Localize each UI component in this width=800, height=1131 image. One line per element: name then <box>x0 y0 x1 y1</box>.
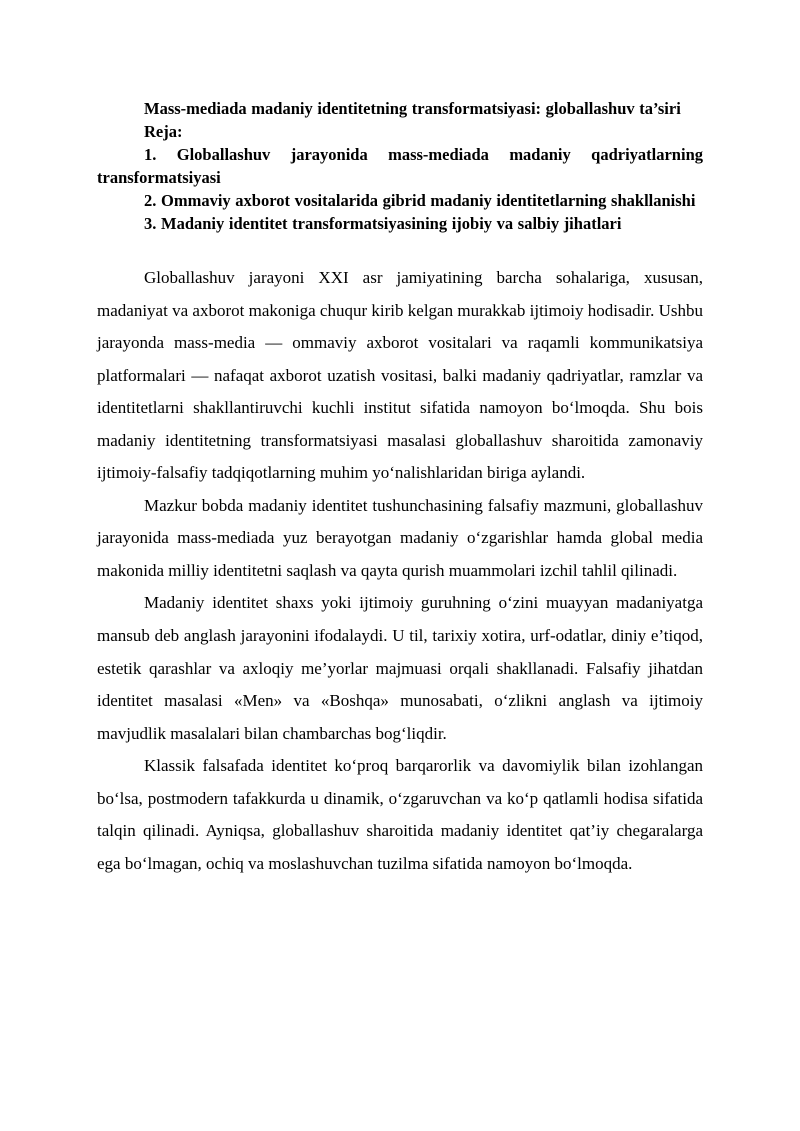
plan-item-1: 1. Globallashuv jarayonida mass-mediada madaniy qadriyatlarning transformatsiyasi <box>97 145 703 187</box>
plan-item-3: 3. Madaniy identitet transformatsiyasining ijobiy va salbiy jihatlari <box>144 214 622 233</box>
paragraph-3: Madaniy identitet shaxs yoki ijtimoiy guruhning o‘zini muayyan madaniyatga mansub deb anglash jarayonini ifodalaydi. U til, tarixiy xotira, urf-odatlar, diniy e’tiqod, estetik qarashlar va axloqiy me’yorlar majmuasi orqali shakllanadi. Falsafiy jihatdan identitet masalasi «Men» va «Boshqa» munosabati, o‘zlikni anglash va ijtimoiy mavjudlik masalalari bilan chambarchas bog‘liqdir. <box>97 593 703 743</box>
plan-item-2: 2. Ommaviy axborot vositalarida gibrid madaniy identitetlarning shakllanishi <box>144 191 696 210</box>
paragraph-4: Klassik falsafada identitet ko‘proq barqarorlik va davomiylik bilan izohlangan bo‘lsa, postmodern tafakkurda u dinamik, o‘zgaruvchan va ko‘p qatlamli hodisa sifatida talqin qilinadi. Ayniqsa, globallashuv sharoitida madaniy identitet qat’iy chegaralarga ega bo‘lmagan, ochiq va moslashuvchan tuzilma sifatida namoyon bo‘lmoqda. <box>97 756 703 873</box>
document-title: Mass-mediada madaniy identitetning transformatsiyasi: globallashuv ta’siri <box>144 99 681 118</box>
paragraph-1: Globallashuv jarayoni XXI asr jamiyatining barcha sohalariga, xususan, madaniyat va axborot makoniga chuqur kirib kelgan murakkab ijtimoiy hodisadir. Ushbu jarayonda mass-media — ommaviy axborot vositalari va raqamli kommunikatsiya platformalari — nafaqat axborot uzatish vositasi, balki madaniy qadriyatlar, ramzlar va identitetlarni shakllantiruvchi kuchli institut sifatida namoyon bo‘lmoqda. Shu bois madaniy identitetning transformatsiyasi masalasi globallashuv sharoitida zamonaviy ijtimoiy-falsafiy tadqiqotlarning muhim yo‘nalishlaridan biriga aylandi. <box>97 268 703 483</box>
document-body <box>97 262 703 880</box>
plan-label: Reja: <box>144 122 183 141</box>
paragraph-2: Mazkur bobda madaniy identitet tushunchasining falsafiy mazmuni, globallashuv jarayonida mass-mediada yuz berayotgan madaniy o‘zgarishlar hamda global media makonida milliy identitetni saqlash va qayta qurish muammolari izchil tahlil qilinadi. <box>97 495 703 580</box>
